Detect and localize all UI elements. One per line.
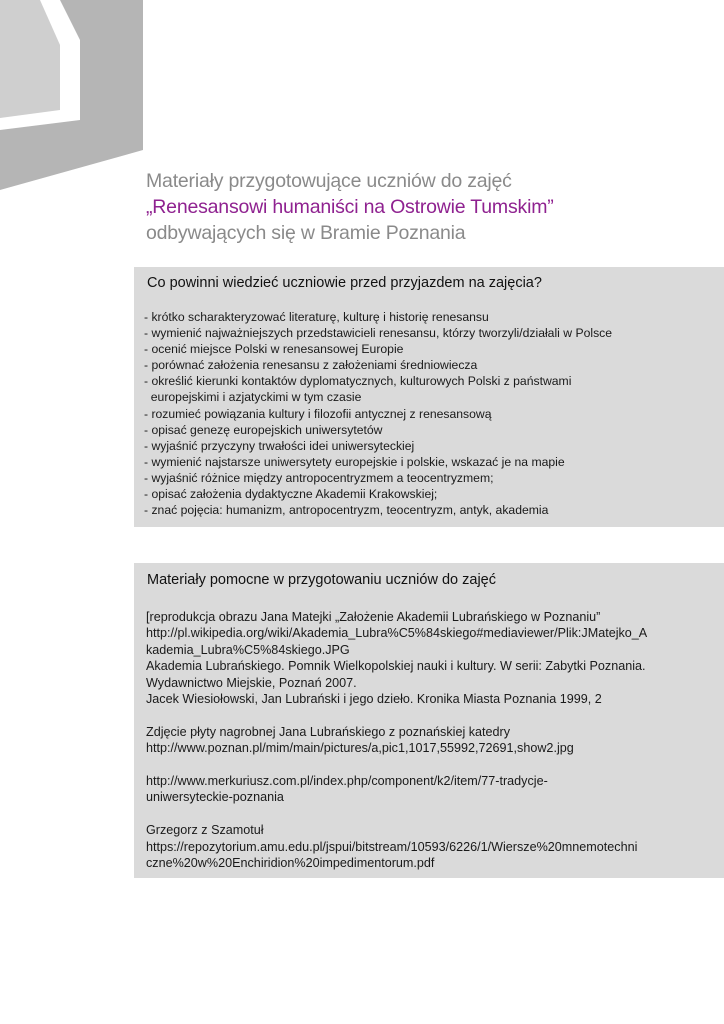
materials-line: Jacek Wiesiołowski, Jan Lubrański i jego dzieło. Kronika Miasta Poznania 1999, 2 [146, 692, 602, 707]
materials-list [146, 609, 706, 888]
materials-link[interactable]: http://pl.wikipedia.org/wiki/Akademia_Lubra%C5%84skiego#mediaviewer/Plik:JMatejko_A [146, 626, 648, 641]
materials-block [146, 822, 706, 871]
materials-line: Wydawnictwo Miejskie, Poznań 2007. [146, 675, 357, 690]
list-item: - wyjaśnić różnice między antropocentryzmem a teocentryzmem; [144, 470, 494, 485]
page-title [146, 168, 706, 246]
requirements-list [144, 309, 612, 518]
list-item: - porównać założenia renesansu z założeniami średniowiecza [144, 358, 478, 373]
materials-line: Akademia Lubrańskiego. Pomnik Wielkopolskiej nauki i kultury. W serii: Zabytki Poznania. [146, 659, 646, 674]
materials-block [146, 773, 706, 806]
materials-heading: Materiały pomocne w przygotowaniu uczniów do zajęć [147, 572, 496, 588]
list-item: - krótko scharakteryzować literaturę, kulturę i historię renesansu [144, 310, 489, 324]
materials-link[interactable]: http://www.poznan.pl/mim/main/pictures/a,pic1,1017,55992,72691,show2.jpg [146, 741, 574, 756]
list-item: - wymienić najstarsze uniwersytety europejskie i polskie, wskazać je na mapie [144, 454, 565, 469]
materials-link[interactable]: kademia_Lubra%C5%84skiego.JPG [146, 642, 350, 657]
list-item: - ocenić miejsce Polski w renesansowej Europie [144, 342, 404, 357]
title-line-1: Materiały przygotowujące uczniów do zajęć [146, 170, 512, 192]
materials-link[interactable]: http://www.merkuriusz.com.pl/index.php/component/k2/item/77-tradycje- [146, 774, 548, 789]
gate-logo-icon [0, 0, 150, 190]
requirements-heading: Co powinni wiedzieć uczniowie przed przyjazdem na zajęcia? [147, 275, 542, 291]
materials-panel [134, 563, 724, 878]
list-item: - opisać założenia dydaktyczne Akademii Krakowskiej; [144, 487, 438, 502]
materials-block [146, 609, 706, 707]
materials-block [146, 724, 706, 757]
requirements-panel [134, 267, 724, 527]
list-item: europejskimi i azjatyckimi w tym czasie [144, 390, 362, 405]
materials-link[interactable]: https://repozytorium.amu.edu.pl/jspui/bitstream/10593/6226/1/Wiersze%20mnemotechni [146, 839, 638, 854]
materials-line: Grzegorz z Szamotuł [146, 823, 264, 838]
list-item: - wyjaśnić przyczyny trwałości idei uniwersyteckiej [144, 438, 415, 453]
title-line-3: odbywających się w Bramie Poznania [146, 222, 466, 244]
list-item: - rozumieć powiązania kultury i filozofii antycznej z renesansową [144, 406, 492, 421]
list-item: - opisać genezę europejskich uniwersytetów [144, 422, 383, 437]
materials-link[interactable]: uniwersyteckie-poznania [146, 790, 284, 805]
materials-line: Zdjęcie płyty nagrobnej Jana Lubrańskiego z poznańskiej katedry [146, 724, 511, 739]
materials-line: [reprodukcja obrazu Jana Matejki „Założenie Akademii Lubrańskiego w Poznaniu” [146, 610, 601, 624]
materials-link[interactable]: czne%20w%20Enchiridion%20impedimentorum.pdf [146, 856, 435, 871]
list-item: - wymienić najważniejszych przedstawicieli renesansu, którzy tworzyli/działali w Polsce [144, 326, 613, 341]
title-line-2: „Renesansowi humaniści na Ostrowie Tumskim” [146, 196, 554, 218]
list-item: - znać pojęcia: humanizm, antropocentryzm, teocentryzm, antyk, akademia [144, 503, 549, 518]
list-item: - określić kierunki kontaktów dyplomatycznych, kulturowych Polski z państwami [144, 374, 572, 389]
